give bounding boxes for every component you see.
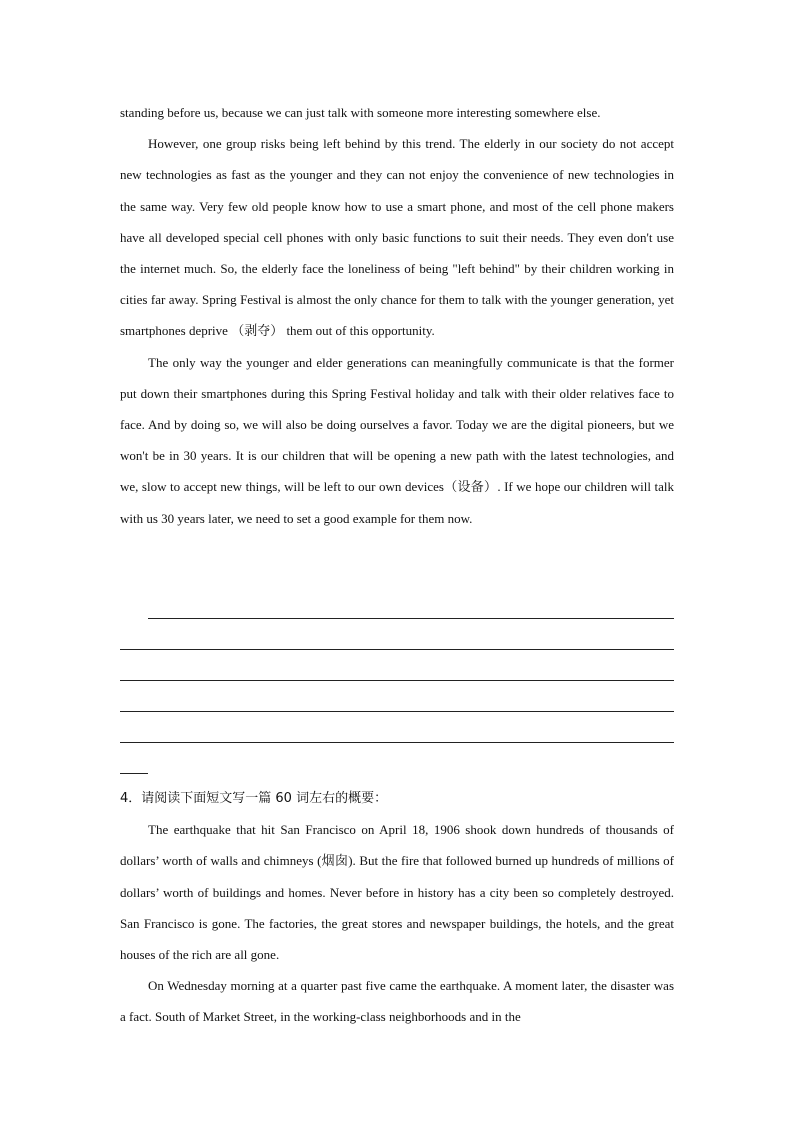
answer-line-end[interactable] [120,773,148,774]
answer-line-1[interactable] [148,618,674,619]
passage-3-paragraph-3: The only way the younger and elder generations can meaningfully communicate is that the former put down their smartphones during this Spring Festival holiday and talk with their older relatives face to face. And by doing so, we will also be doing ourselves a favor. Today we are the digital pioneers, but we won't be in 30 years. It is our children that will be opening a new path with the latest technologies, and we, slow to accept new things, will be left to our own devices（设备）. If we hope our children will talk with us 30 years later, we need to set a good example for them now. [120,354,674,526]
passage-3-paragraph-2: However, one group risks being left behind by this trend. The elderly in our society do not accept new technologies as fast as the younger and they can not enjoy the convenience of new technologies in the same way. Very few old people know how to use a smart phone, and most of the cell phone makers have all developed special cell phones with only basic functions to suit their needs. They even don't use the internet much. So, the elderly face the loneliness of being "left behind" by their children working in cities far away. Spring Festival is almost the only chance for them to talk with the younger generation, yet smartphones deprive （剥夺） them out of this opportunity. [120,136,674,339]
passage-3-paragraph-1-tail: standing before us, because we can just talk with someone more interesting somewhere else. [120,105,601,120]
answer-line-5[interactable] [120,742,674,743]
question-4-paragraph-1: The earthquake that hit San Francisco on April 18, 1906 shook down hundreds of thousands of dollars’ worth of walls and chimneys (烟囱). But the fire that followed burned up hundreds of millions of dollars’ worth of buildings and homes. Never before in history has a city been so completely destroyed. San Francisco is gone. The factories, the great stores and newspaper buildings, the hotels, and the great houses of the rich are all gone. [120,822,674,963]
answer-line-3[interactable] [120,680,674,681]
question-4 [120,783,674,1033]
question-4-paragraph-2: On Wednesday morning at a quarter past five came the earthquake. A moment later, the disaster was a fact. South of Market Street, in the working-class neighborhoods and in the [120,978,674,1025]
answer-line-4[interactable] [120,711,674,712]
passage-3 [120,97,674,534]
answer-line-2[interactable] [120,649,674,650]
question-4-heading: 4．请阅读下面短文写一篇 60 词左右的概要： [120,791,388,806]
